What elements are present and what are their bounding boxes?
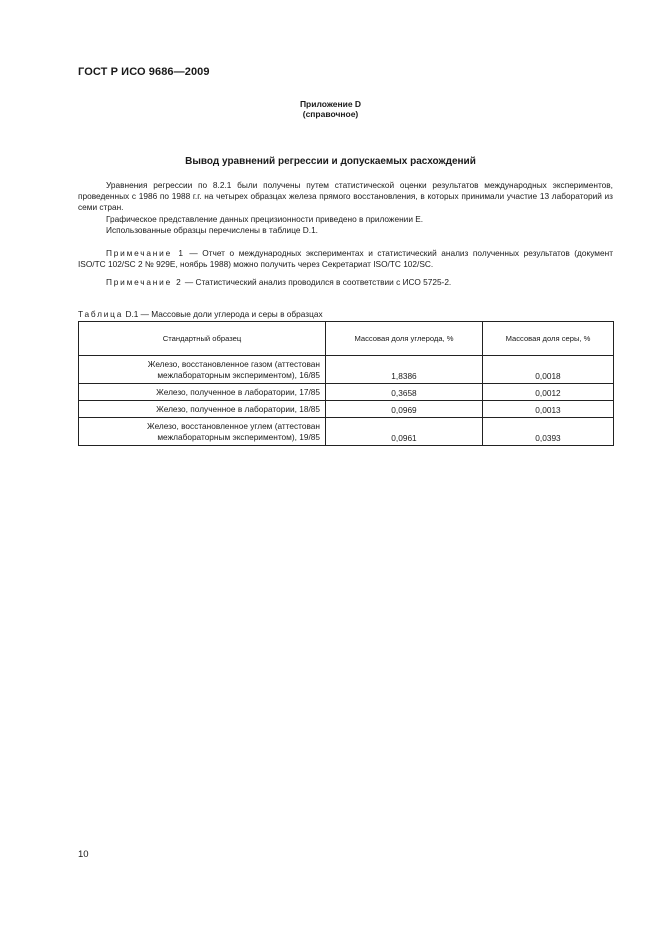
- paragraph-graphics: Графическое представление данных прецизионности приведено в приложении Е.: [106, 213, 424, 224]
- table-row: [79, 384, 614, 401]
- section-title: Вывод уравнений регрессии и допускаемых расхождений: [185, 156, 476, 167]
- annex-subtitle: (справочное): [302, 109, 359, 119]
- sulfur-value: 0,0012: [483, 384, 614, 401]
- paragraph-regression: Уравнения регрессии по 8.2.1 были получены путем статистической оценки результатов международных экспериментов, проведенных с 1986 по 1988 г.г. на четырех образцах железа прямого восстановления, в которых принимали участие 13 лабораторий из семи стран.: [78, 180, 613, 213]
- sample-name: Железо, полученное в лаборатории, 17/85: [79, 384, 326, 401]
- header-carbon: Массовая доля углерода, %: [326, 322, 483, 356]
- sample-name: Железо, восстановленное углем (аттестован межлабораторным экспериментом), 19/85: [79, 418, 326, 446]
- body-paragraphs: [78, 180, 613, 236]
- table-caption: [78, 309, 323, 319]
- document-standard-header: ГОСТ Р ИСО 9686—2009: [78, 66, 210, 78]
- table-row: [79, 418, 614, 446]
- note-2-text: — Статистический анализ проводился в соответствии с ИСО 5725-2.: [182, 277, 452, 287]
- carbon-value: 0,3658: [326, 384, 483, 401]
- table-caption-text: D.1 — Массовые доли углерода и серы в образцах: [123, 309, 323, 319]
- note-1: [78, 248, 613, 270]
- page-number: 10: [78, 849, 89, 860]
- carbon-sulfur-table: [78, 321, 614, 446]
- table-row: [79, 356, 614, 384]
- header-sample: Стандартный образец: [79, 322, 326, 356]
- note-2: [78, 277, 613, 288]
- carbon-value: 0,0961: [326, 418, 483, 446]
- table-row: [79, 401, 614, 418]
- note-1-label: Примечание 1: [106, 248, 185, 258]
- note-1-text: — Отчет о международных экспериментах и статистический анализ полученных результатов (документ ISO/TC 102/SC 2 № 929E, ноябрь 1988) можно получить через Секретариат ISO/TC 102/SC.: [78, 248, 613, 270]
- table-header-row: [79, 322, 614, 356]
- carbon-value: 1,8386: [326, 356, 483, 384]
- note-2-label: Примечание 2: [106, 277, 183, 287]
- header-sulfur: Массовая доля серы, %: [483, 322, 614, 356]
- sample-name: Железо, восстановленное газом (аттестован межлабораторным экспериментом), 16/85: [79, 356, 326, 384]
- table-caption-label: Таблица: [78, 309, 124, 319]
- sulfur-value: 0,0013: [483, 401, 614, 418]
- sample-name: Железо, полученное в лаборатории, 18/85: [79, 401, 326, 418]
- paragraph-samples: Использованные образцы перечислены в таблице D.1.: [106, 224, 318, 235]
- sulfur-value: 0,0393: [483, 418, 614, 446]
- annex-title: Приложение D: [299, 99, 362, 109]
- carbon-value: 0,0969: [326, 401, 483, 418]
- sulfur-value: 0,0018: [483, 356, 614, 384]
